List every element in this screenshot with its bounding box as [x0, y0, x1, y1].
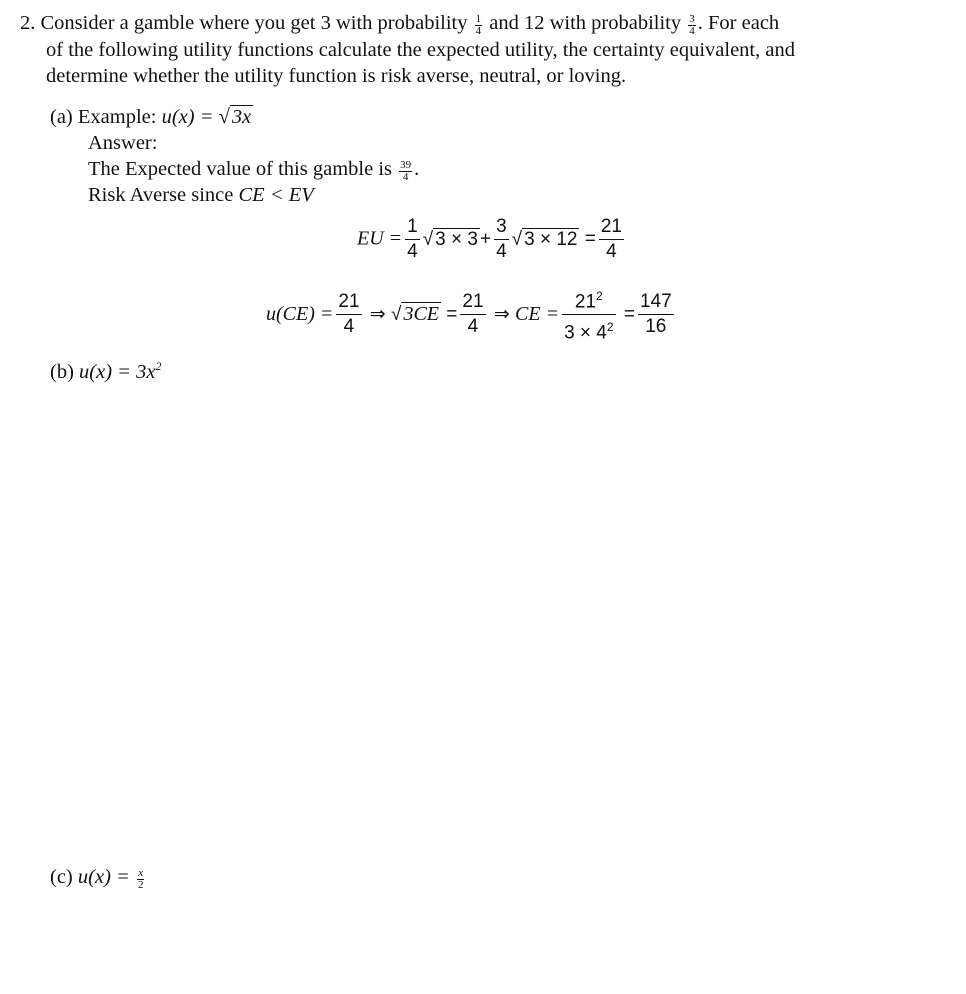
problem-text-1b: and 12 with probability — [489, 12, 682, 34]
problem-statement — [20, 10, 950, 89]
eq2-fraction-4: $\frac{147}{16}$ — [639, 291, 672, 338]
equation-expected-utility: EU = $\frac{1}{4}$ √ 3 × 3 + $\frac{3}{4}$ √ 3 × 12 = $\frac{21}{4}$ — [357, 216, 622, 262]
problem-line-2: of the following utility functions calculate the expected utility, the certainty equivalent, and — [46, 38, 795, 61]
problem-text-1a: Consider a gamble where you get 3 with probability — [40, 12, 468, 34]
probability-fraction-1: $\frac{1}{4}$ — [475, 12, 482, 37]
problem-number: 2. — [20, 12, 36, 34]
equation-certainty-equivalent: u(CE) = $\frac{21}{4}$ ⇒ √ 3CE = $\frac{21}{4}$ ⇒ CE = $\frac{21^2}{3 \times 4^2}$ = $\frac{147}{16}$ — [266, 285, 677, 345]
expected-value-line: The Expected value of this gamble is $\frac{39}{4}$ . — [88, 158, 420, 183]
problem-line-3: determine whether the utility function is risk averse, neutral, or loving. — [46, 64, 627, 87]
expected-value-fraction: $\frac{39}{4}$ — [400, 158, 412, 183]
part-c-function: u(x) = — [77, 866, 130, 888]
probability-fraction-2: $\frac{3}{4}$ — [689, 12, 695, 37]
eq2-fraction-2: $\frac{21}{4}$ — [462, 291, 484, 338]
part-a-heading: (a) Example: u(x) = √3x — [50, 106, 252, 128]
eq2-fraction-3: $\frac{21^2}{3 \times 4^2}$ — [562, 285, 615, 345]
part-c-fraction: $\frac{x}{2}$ — [137, 866, 144, 891]
problem-line-1 — [20, 10, 950, 37]
answer-label: Answer: — [88, 132, 158, 154]
part-a-sqrt: √3x — [218, 106, 252, 128]
eq1-result: $\frac{21}{4}$ — [600, 216, 622, 262]
part-c-heading: (c) u(x) = $\frac{x}{2}$ — [50, 866, 144, 891]
eq1-fraction-1: $\frac{1}{4}$ — [407, 216, 418, 262]
eq1-fraction-2: $\frac{3}{4}$ — [496, 216, 507, 262]
risk-conclusion: Risk Averse since CE < EV — [88, 184, 314, 206]
eq2-fraction-1: $\frac{21}{4}$ — [338, 291, 360, 338]
problem-text-1c: . For each — [697, 12, 780, 34]
part-b-heading: (b) $u(x) = 3x^2$ — [50, 359, 162, 383]
part-a-function-lhs: u(x) = — [161, 106, 214, 128]
part-b-function: $u(x) = 3x^2$ — [79, 359, 162, 383]
risk-expression: CE < EV — [238, 184, 314, 206]
